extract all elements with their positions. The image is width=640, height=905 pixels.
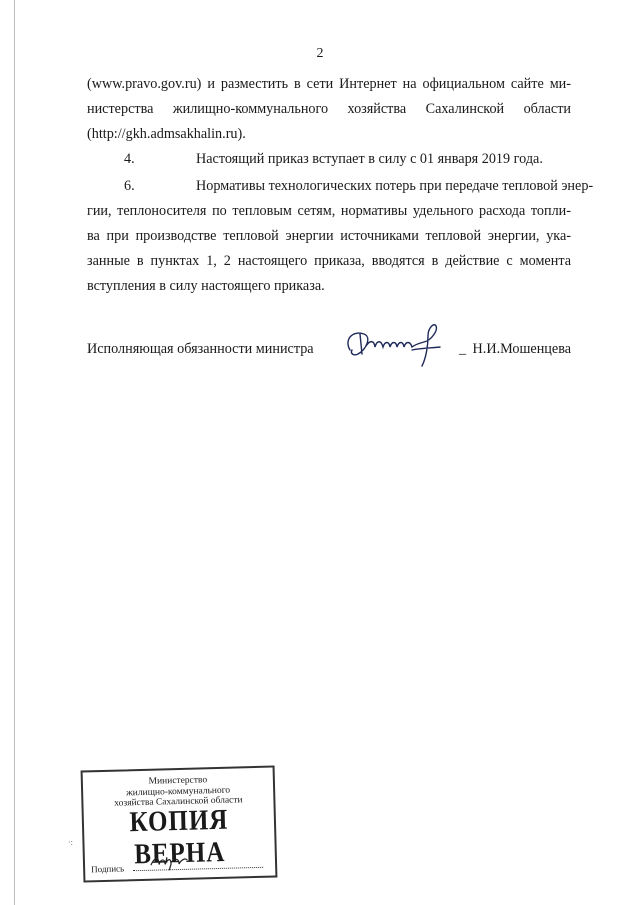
- signatory-name: Н.И.Мошенцева: [472, 341, 571, 357]
- text-line: Нормативы технологических потерь при передаче тепловой энер-: [196, 178, 594, 194]
- text-line: ва при производстве тепловой энергии источниками тепловой энергии, ука-: [87, 228, 571, 244]
- text-line: (www.pravo.gov.ru) и разместить в сети Интернет на официальном сайте ми-: [87, 76, 571, 92]
- item-number: 6.: [124, 178, 135, 194]
- certification-stamp: [81, 765, 278, 882]
- stamp-signature-scribble: [149, 852, 189, 871]
- text-line: (http://gkh.admsakhalin.ru).: [87, 126, 246, 142]
- stamp-signature-label: Подпись: [91, 863, 125, 875]
- paragraph-item-4: [87, 147, 571, 172]
- paragraph-item-6: [87, 174, 594, 299]
- text-line: вступления в силу настоящего приказа.: [87, 278, 325, 294]
- handwritten-signature: [342, 320, 472, 370]
- paragraph-publication: [87, 72, 571, 147]
- signature-block: [87, 338, 571, 368]
- text-line: нистерства жилищно-коммунального хозяйства Сахалинской области: [87, 101, 571, 117]
- scan-speck: ·:: [68, 838, 73, 847]
- stamp-copy-verified: КОПИЯ ВЕРНА: [129, 804, 229, 870]
- stamp-organization: Министерство жилищно-коммунального хозяйства Сахалинской области: [114, 775, 243, 809]
- text-line: занные в пунктах 1, 2 настоящего приказа, вводятся в действие с момента: [87, 253, 571, 269]
- signatory-title: Исполняющая обязанности министра: [87, 341, 314, 357]
- signature-dash: _: [459, 341, 467, 357]
- scan-edge-line: [14, 0, 15, 905]
- text-line: Настоящий приказ вступает в силу с 01 января 2019 года.: [196, 151, 543, 167]
- page-number: 2: [316, 46, 324, 61]
- item-number: 4.: [124, 151, 135, 167]
- text-line: гии, теплоносителя по тепловым сетям, нормативы удельного расхода топли-: [87, 203, 571, 219]
